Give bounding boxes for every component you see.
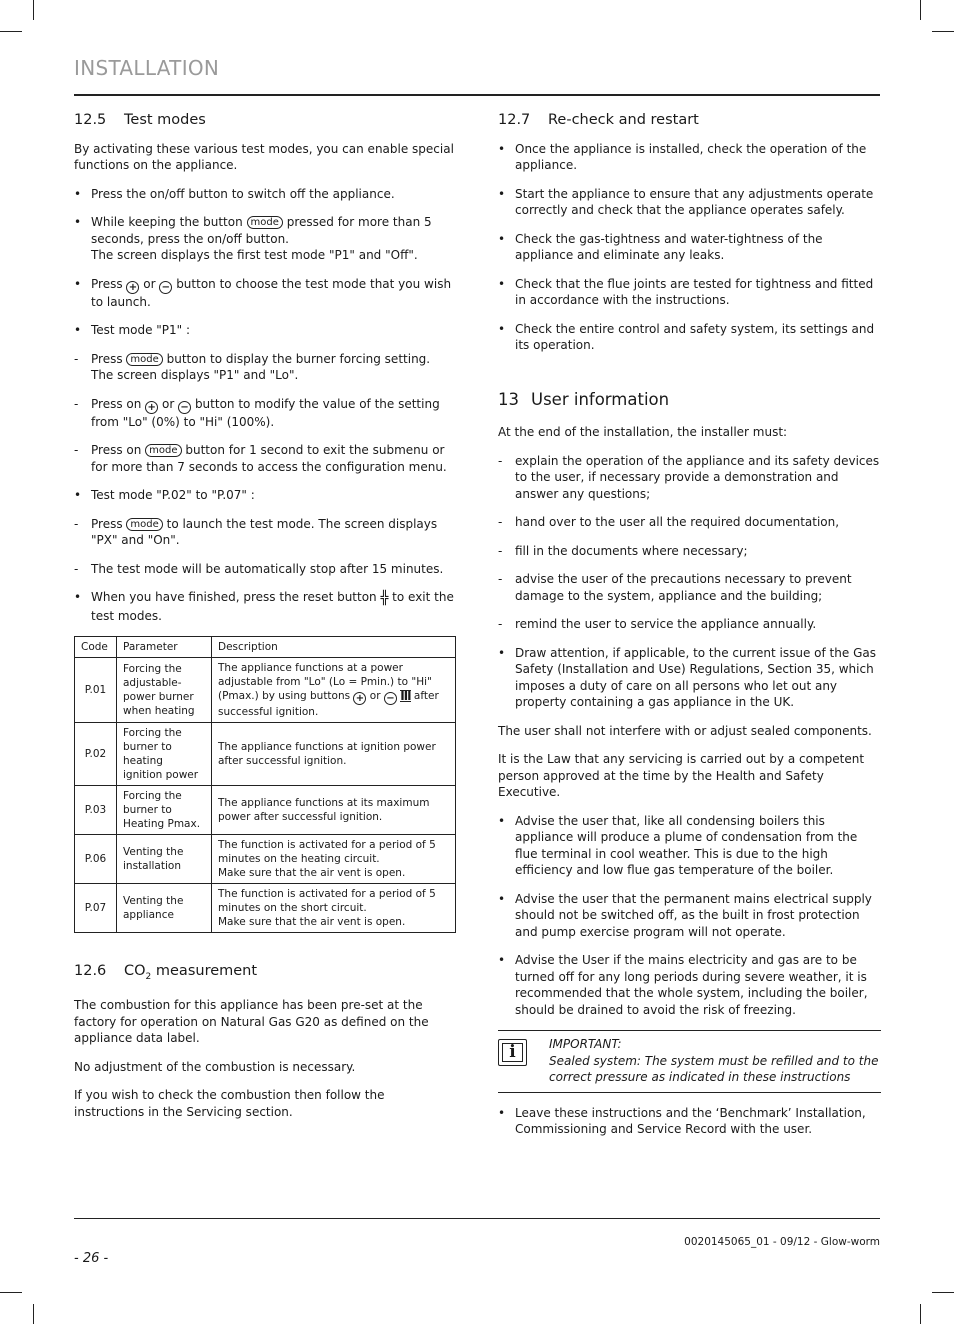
bullet-item <box>498 1105 881 1138</box>
table-cell-desc: The appliance functions at its maximum power after successful ignition. <box>212 786 456 835</box>
item-text: Leave these instructions and the ‘Benchmark’ Installation, Commissioning and Service Record with the user. <box>515 1105 866 1136</box>
important-notice <box>498 1030 881 1093</box>
table-cell-desc <box>212 835 456 884</box>
bullet-marker: • <box>498 186 506 201</box>
table-cell-code: P.07 <box>75 884 117 933</box>
bullet-marker: • <box>498 953 506 967</box>
item-text: Advise the User if the mains electricity and gas are to be turned off for any long periods during severe weather, it is recommended that the whole system, including the boiler, should be drained to avoid the risk of freezing. <box>515 953 868 1017</box>
section-number: 12.7 <box>498 112 531 128</box>
cell-text: Make sure that the air vent is open. <box>218 916 406 928</box>
item-text: remind the user to service the appliance annually. <box>515 617 817 631</box>
dash-item <box>74 351 456 384</box>
dash-marker: - <box>74 516 79 531</box>
item-text: to launch the test mode. The screen displays "PX" and "On". <box>91 516 438 547</box>
bullet-marker: • <box>74 488 82 502</box>
item-text: Press on <box>91 443 142 457</box>
minus-button-icon: − <box>384 692 397 705</box>
minus-button-icon: − <box>178 401 191 414</box>
table-header-row <box>75 637 456 658</box>
bullet-item <box>498 276 881 309</box>
table-cell-desc <box>212 658 456 723</box>
item-text: hand over to the user all the required documentation, <box>515 515 840 529</box>
section-title: Re-check and restart <box>548 112 699 128</box>
item-text: button for 1 second to exit the submenu or for more than 7 seconds to access the configuration menu. <box>91 443 447 474</box>
item-text: or <box>143 276 156 291</box>
dash-marker: - <box>498 453 503 468</box>
item-text: fill in the documents where necessary; <box>515 543 748 558</box>
bullet-marker: • <box>498 813 506 828</box>
table-row <box>75 786 456 835</box>
dash-item <box>498 616 881 633</box>
bullet-item <box>74 276 456 311</box>
item-text: The screen displays the first test mode "P1" and "Off". <box>91 248 418 262</box>
dash-marker: - <box>74 561 79 576</box>
section-title: measurement <box>151 963 258 979</box>
item-text: advise the user of the precautions necessary to prevent damage to the system, appliance and the building; <box>515 572 852 603</box>
dash-item <box>498 571 881 604</box>
item-text: Advise the user that the permanent mains electrical supply should not be switched off, as the built in frost protection and pump exercise program will not operate. <box>515 891 872 939</box>
bullet-item <box>74 186 456 203</box>
dash-item <box>74 442 456 475</box>
bullet-marker: • <box>498 1105 506 1120</box>
plus-button-icon: + <box>126 281 139 294</box>
item-text: Draw attention, if applicable, to the current issue of the Gas Safety (Installation and Use) Regulations, Section 35, which imposes a duty of care on all persons who let out any property containing a gas appliance in the UK. <box>515 645 876 709</box>
crop-mark <box>0 31 22 32</box>
table-row <box>75 884 456 933</box>
reset-button-icon: ╬ <box>380 591 389 606</box>
left-column <box>74 112 456 1132</box>
dash-marker: - <box>498 543 503 558</box>
paragraph: It is the Law that any servicing is carried out by a competent person approved at the time by the Health and Safety Executive. <box>498 752 865 799</box>
item-text: When you have finished, press the reset button <box>91 590 377 604</box>
item-text: button to display the burner forcing setting. The screen displays "P1" and "Lo". <box>91 351 431 382</box>
dash-item <box>498 453 881 503</box>
item-text: Press <box>91 351 123 366</box>
bullet-item <box>74 589 456 624</box>
dash-marker: - <box>498 572 503 586</box>
table-cell-code: P.02 <box>75 723 117 786</box>
cell-text: after successful ignition. <box>218 690 439 718</box>
document-reference: 0020145065_01 - 09/12 - Glow-worm <box>684 1236 880 1248</box>
mode-button-icon: mode <box>247 216 283 229</box>
table-cell-code: P.01 <box>75 658 117 723</box>
paragraph: By activating these various test modes, you can enable special functions on the appliance. <box>74 141 454 172</box>
plus-button-icon: + <box>145 401 158 414</box>
bullet-item <box>74 214 456 264</box>
mode-button-icon: mode <box>126 353 162 366</box>
table-cell-param: Venting the installation <box>117 835 212 884</box>
section-number: 13 <box>498 389 519 409</box>
bullet-marker: • <box>74 215 82 229</box>
bullet-item <box>498 952 881 1018</box>
section-number: 12.5 <box>74 112 107 128</box>
dash-marker: - <box>74 396 79 411</box>
table-cell-param: Forcing the burner to heating ignition power <box>117 723 212 786</box>
bullet-item <box>498 186 881 219</box>
bullet-marker: • <box>74 186 82 201</box>
item-text: to exit the test modes. <box>91 590 454 623</box>
table-header: Description <box>212 637 456 658</box>
page-header-title: INSTALLATION <box>74 56 220 80</box>
bullet-item <box>74 322 456 339</box>
bullet-item <box>498 813 881 879</box>
item-text: Press the on/off button to switch off the appliance. <box>91 186 395 201</box>
item-text: Check that the flue joints are tested for tightness and fitted in accordance with the instructions. <box>515 276 874 307</box>
table-row <box>75 658 456 723</box>
dash-marker: - <box>498 515 503 529</box>
item-text: The test mode will be automatically stop after 15 minutes. <box>91 561 444 576</box>
item-text: explain the operation of the appliance and its safety devices to the user, if necessary provide a demonstration and answer any questions; <box>515 453 880 501</box>
item-text: Press <box>91 516 123 531</box>
important-body: Sealed system: The system must be refilled and to the correct pressure as indicated in these instructions <box>549 1053 879 1084</box>
info-glyph: i <box>502 1043 523 1062</box>
bullet-marker: • <box>74 276 82 291</box>
table-row <box>75 835 456 884</box>
bullet-item <box>498 321 881 354</box>
item-text: Press on <box>91 396 142 411</box>
dash-marker: - <box>74 443 79 457</box>
item-text: pressed for more than 5 seconds, press the on/off button. <box>91 215 432 246</box>
table-cell-desc <box>212 884 456 933</box>
cell-text: or <box>369 690 381 702</box>
section-12-6-heading <box>74 963 456 985</box>
item-text: Check the entire control and safety system, its settings and its operation. <box>515 321 875 352</box>
info-icon <box>498 1039 527 1066</box>
table-cell-param: Forcing the adjustable-power burner when heating <box>117 658 212 723</box>
bullet-marker: • <box>498 645 506 660</box>
important-title: IMPORTANT: <box>549 1037 622 1051</box>
table-cell-code: P.06 <box>75 835 117 884</box>
paragraph: If you wish to check the combustion then follow the instructions in the Servicing section. <box>74 1088 385 1119</box>
cell-text: Make sure that the air vent is open. <box>218 867 406 879</box>
dash-item <box>74 561 456 578</box>
important-text <box>549 1036 881 1086</box>
radiator-icon: Ⅲ <box>400 689 411 703</box>
section-13-heading <box>498 389 881 409</box>
dash-item <box>498 543 881 560</box>
item-text: Once the appliance is installed, check the operation of the appliance. <box>515 141 867 172</box>
item-text: Press <box>91 276 123 291</box>
section-number: 12.6 <box>74 963 107 979</box>
crop-mark <box>33 1304 34 1324</box>
section-12-7-heading <box>498 112 881 129</box>
dash-marker: - <box>498 617 503 631</box>
bullet-marker: • <box>498 231 506 246</box>
crop-mark <box>33 0 34 20</box>
bullet-item <box>498 141 881 174</box>
bullet-marker: • <box>498 141 506 156</box>
item-text: or <box>162 396 175 411</box>
minus-button-icon: − <box>159 281 172 294</box>
cell-text: The function is activated for a period of 5 minutes on the heating circuit. <box>218 839 436 865</box>
dash-marker: - <box>74 351 79 366</box>
bullet-item <box>498 645 881 711</box>
bullet-marker: • <box>74 323 82 337</box>
dash-item <box>498 514 881 531</box>
cell-text: The appliance functions at a power adjustable from "Lo" (Lo = Pmin.) to "Hi" (Pmax.) by using buttons <box>218 662 432 702</box>
crop-mark <box>0 1292 22 1293</box>
section-title: CO <box>124 963 146 979</box>
section-title: User information <box>531 389 670 409</box>
bullet-marker: • <box>74 590 82 604</box>
bullet-item <box>498 891 881 941</box>
page-number: - 26 - <box>74 1251 109 1266</box>
table-row <box>75 723 456 786</box>
paragraph: The user shall not interfere with or adjust sealed components. <box>498 723 872 738</box>
bullet-marker: • <box>498 891 506 906</box>
item-text: Test mode "P1" : <box>91 323 191 337</box>
plus-button-icon: + <box>353 692 366 705</box>
dash-item <box>74 396 456 431</box>
item-text: Test mode "P.02" to "P.07" : <box>91 488 255 502</box>
bullet-marker: • <box>498 321 506 336</box>
table-header: Parameter <box>117 637 212 658</box>
subscript: 2 <box>145 971 152 982</box>
item-text: While keeping the button <box>91 215 243 229</box>
cell-text: The function is activated for a period of 5 minutes on the short circuit. <box>218 888 436 914</box>
mode-button-icon: mode <box>126 518 162 531</box>
table-cell-desc: The appliance functions at ignition power after successful ignition. <box>212 723 456 786</box>
table-cell-code: P.03 <box>75 786 117 835</box>
crop-mark <box>932 31 954 32</box>
header-rule <box>74 94 880 96</box>
test-mode-table <box>74 636 456 933</box>
crop-mark <box>932 1292 954 1293</box>
crop-mark <box>920 1304 921 1324</box>
paragraph: At the end of the installation, the installer must: <box>498 425 788 439</box>
dash-item <box>74 516 456 549</box>
item-text: Advise the user that, like all condensing boilers this appliance will produce a plume of condensation from the flue terminal in cool weather. This is due to the high efficiency and low flue gas temperature of the boiler. <box>515 813 858 877</box>
table-cell-param: Forcing the burner to Heating Pmax. <box>117 786 212 835</box>
item-text: Check the gas-tightness and water-tightness of the appliance and eliminate any leaks. <box>515 231 823 262</box>
bullet-marker: • <box>498 276 506 291</box>
paragraph: The combustion for this appliance has been pre-set at the factory for operation on Natural Gas G20 as defined on the appliance data label. <box>74 998 429 1046</box>
item-text: button to modify the value of the setting from "Lo" (0%) to "Hi" (100%). <box>91 396 440 429</box>
mode-button-icon: mode <box>145 444 181 457</box>
item-text: button to choose the test mode that you wish to launch. <box>91 276 452 309</box>
bullet-item <box>74 487 456 504</box>
section-title: Test modes <box>124 112 206 128</box>
item-text: Start the appliance to ensure that any adjustments operate correctly and check that the appliance operates safely. <box>515 186 874 217</box>
right-column <box>498 112 881 1150</box>
footer-rule <box>74 1218 880 1219</box>
table-cell-param: Venting the appliance <box>117 884 212 933</box>
table-header: Code <box>75 637 117 658</box>
section-12-5-heading <box>74 112 456 129</box>
bullet-item <box>498 231 881 264</box>
crop-mark <box>920 0 921 20</box>
paragraph: No adjustment of the combustion is necessary. <box>74 1059 356 1074</box>
